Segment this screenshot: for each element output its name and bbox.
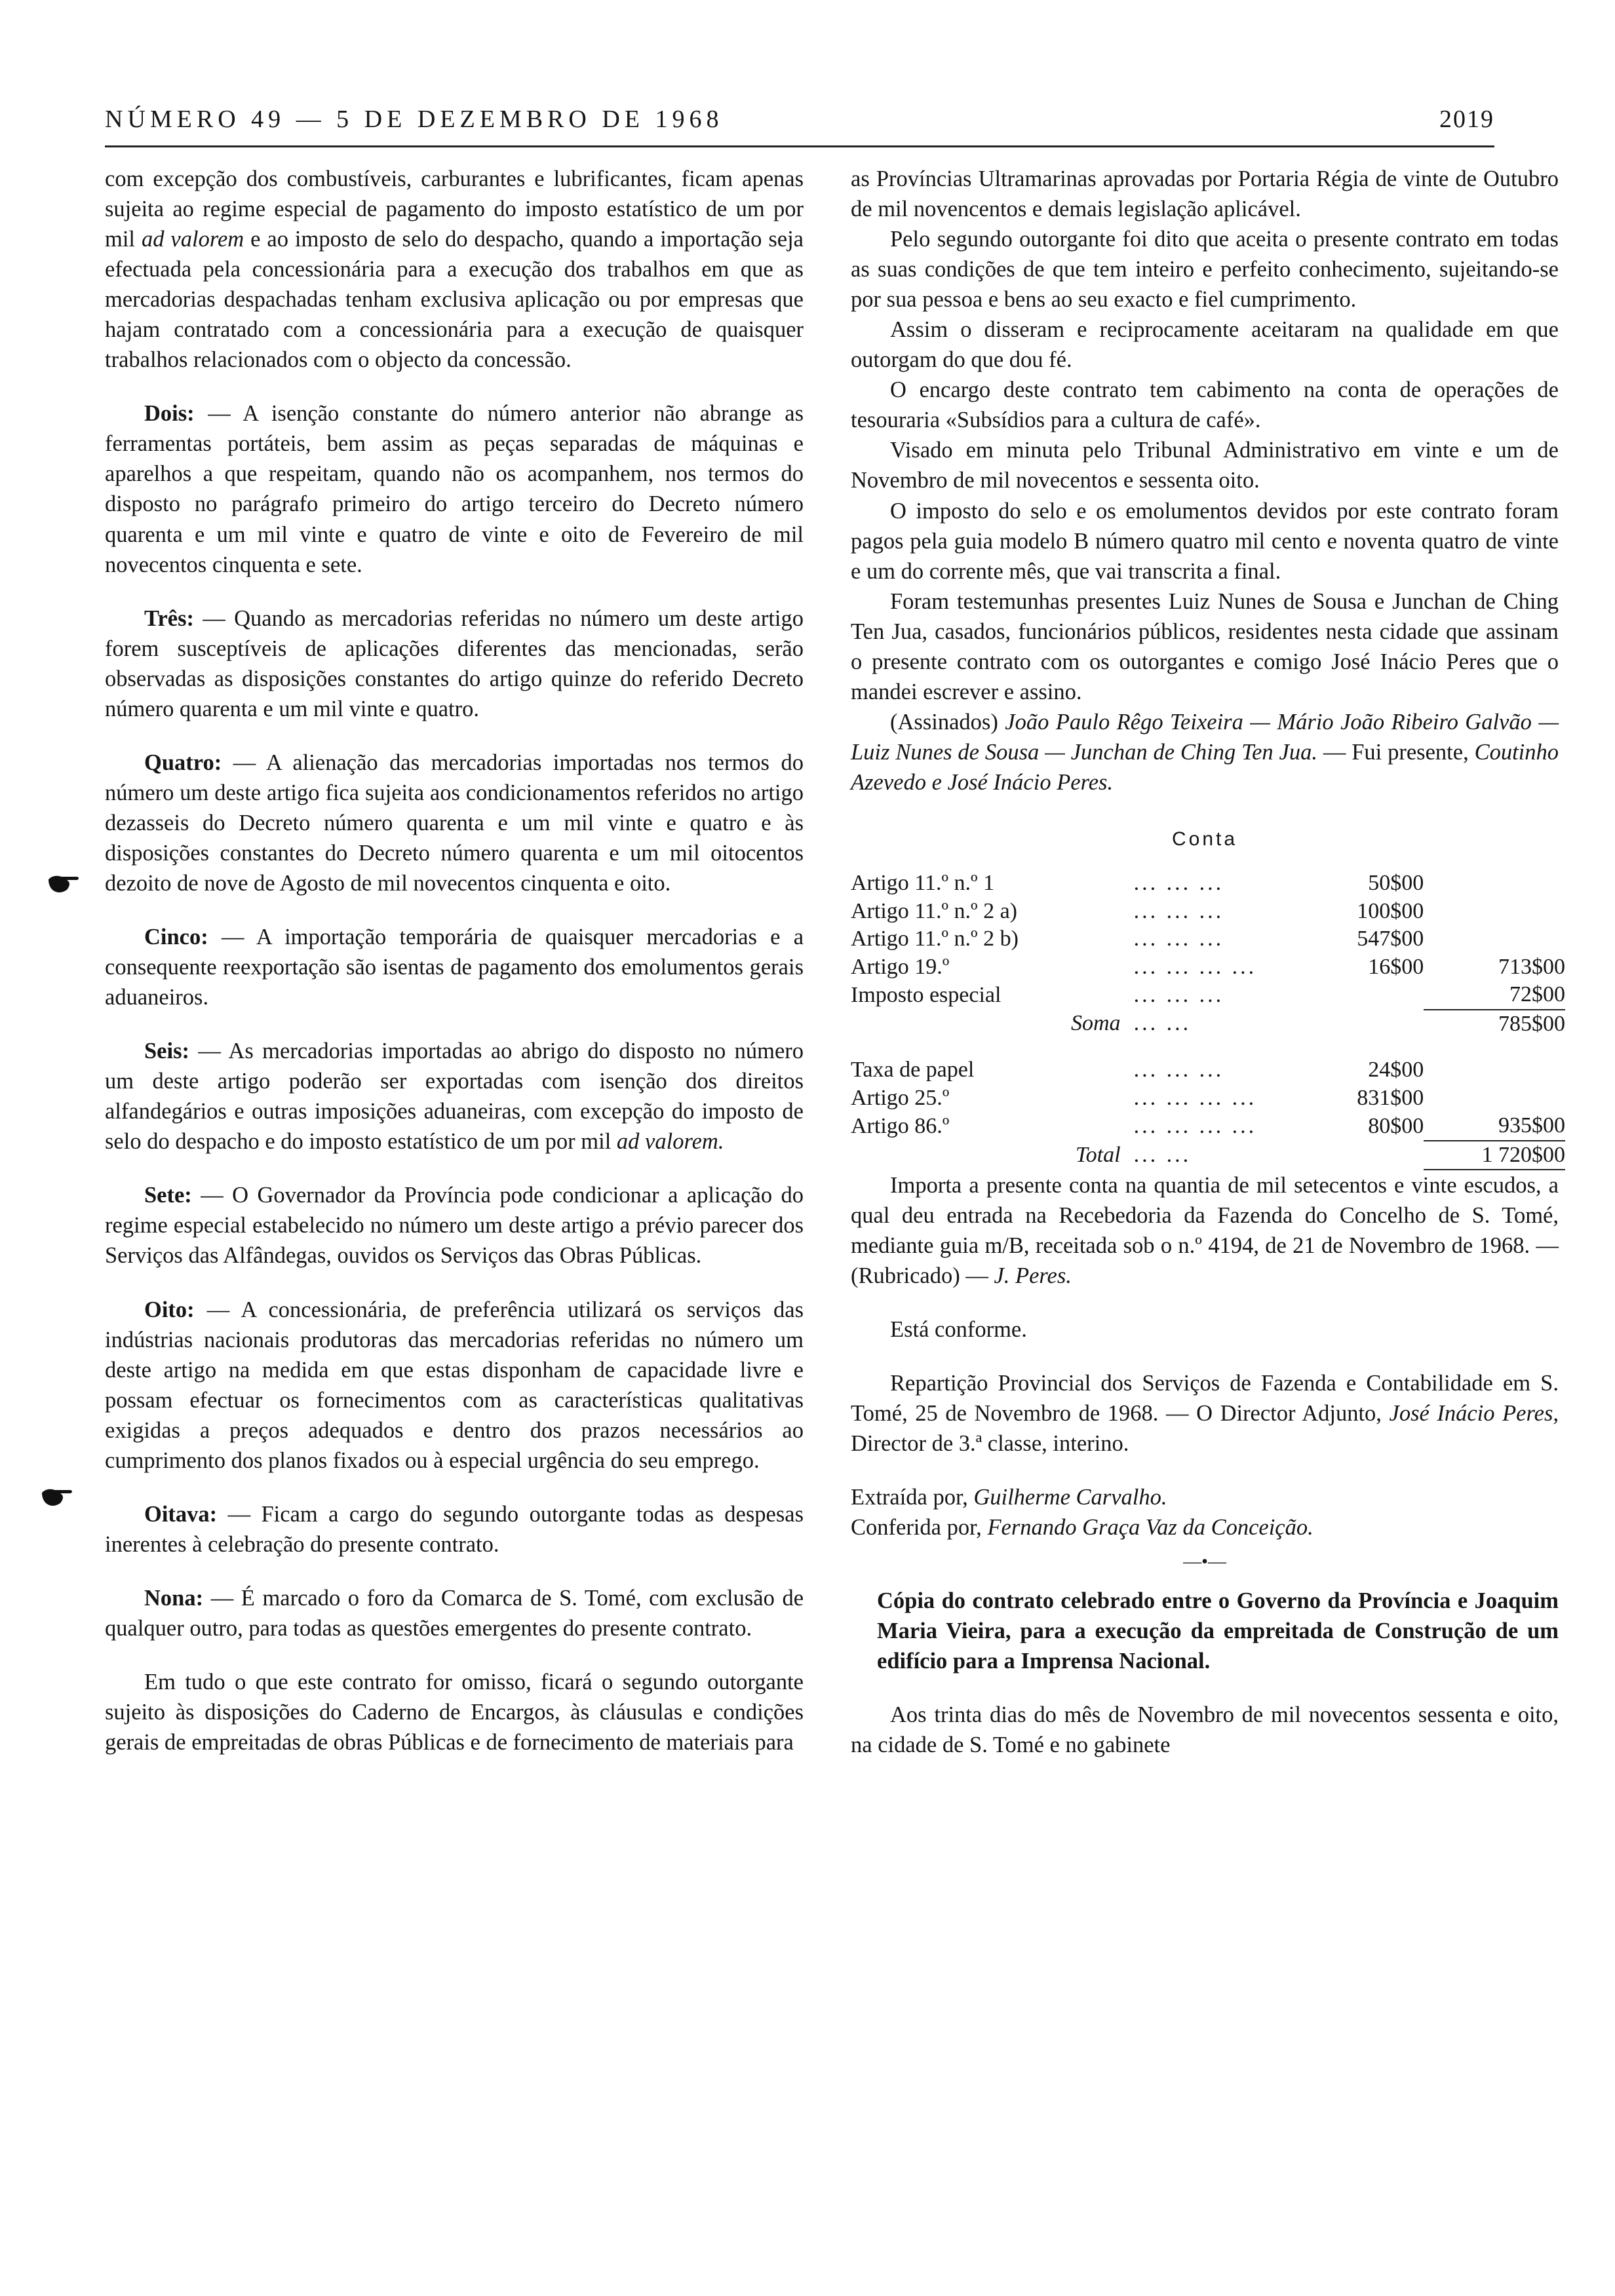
clause-oitava: Oitava: — Ficam a cargo do segundo outorgante todas as despesas inerentes à celebração do presente contrato.	[105, 1501, 804, 1557]
table-row: Artigo 11.º n.º 2 b) ... ... ... 547$00	[851, 927, 1424, 951]
table-row: Imposto especial ... ... ... 72$00	[851, 981, 1565, 1010]
paragraph: Aos trinta dias do mês de Novembro de mil novecentos sessenta e oito, na cidade de S. Tomé e no gabinete	[851, 1702, 1559, 1758]
paragraph: com excepção dos combustíveis, carburantes e lubrificantes, ficam apenas sujeita ao regime especial de pagamento do imposto estatístico de um por mil ad valorem e ao imposto de selo do despacho, quando a importação seja efectuada pela concessionária para a execução dos trabalhos em que as mercadorias despachadas tenham exclusiva aplicação ou por empresas que hajam contratado com a concessionária para a execução de quaisquer trabalhos relacionados com o objecto da concessão.	[105, 166, 804, 373]
paragraph: Assim o disseram e reciprocamente aceitaram na qualidade em que outorgam do que dou fé.	[851, 317, 1559, 373]
paragraph: Repartição Provincial dos Serviços de Fazenda e Contabilidade em S. Tomé, 25 de Novembro de 1968. — O Director Adjunto, José Inácio Peres, Director de 3.ª classe, interino.	[851, 1371, 1559, 1457]
paragraph: Pelo segundo outorgante foi dito que aceita o presente contrato em todas as suas condições de que tem inteiro e perfeito conhecimento, sujeitando-se por sua pessoa e bens ao seu exacto e fiel cumprimento.	[851, 227, 1559, 313]
table-row: Soma ... ... 785$00	[1071, 1011, 1565, 1036]
paragraph: O encargo deste contrato tem cabimento na conta de operações de tesouraria «Subsídios para a cultura de café».	[851, 377, 1559, 433]
conta-title: Conta	[1171, 828, 1238, 850]
paragraph: Conferida por, Fernando Graça Vaz da Conceição.	[851, 1515, 1313, 1540]
paragraph: Está conforme.	[890, 1317, 1027, 1343]
table-row: Artigo 86.º ... ... ... ... 80$00 935$00	[851, 1112, 1565, 1141]
clause-sete: Sete: — O Governador da Província pode condicionar a aplicação do regime especial estabelecido no número um deste artigo a prévio parecer dos Serviços das Alfândegas, ouvidos os Serviços das Obras Públicas.	[105, 1183, 804, 1269]
paragraph: O imposto do selo e os emolumentos devidos por este contrato foram pagos pela guia modelo B número quatro mil cento e noventa quatro de vinte e um do corrente mês, que vai transcrita a final.	[851, 498, 1559, 584]
clause-nona: Nona: — É marcado o foro da Comarca de S. Tomé, com exclusão de qualquer outro, para todas as questões emergentes do presente contrato.	[105, 1585, 804, 1641]
paragraph: as Províncias Ultramarinas aprovadas por Portaria Régia de vinte de Outubro de mil novencentos e demais legislação aplicável.	[851, 166, 1559, 222]
clause-quatro: Quatro: — A alienação das mercadorias importadas nos termos do número um deste artigo fica sujeita aos condicionamentos referidos no artigo dezasseis do Decreto número quarenta e um mil vinte e quatro e às disposições constantes do Decreto número quarenta e um mil oitocentos dezoito de nove de Agosto de mil novecentos cinquenta e oito.	[105, 750, 804, 896]
table-row: Artigo 11.º n.º 1 ... ... ... 50$00	[851, 871, 1424, 896]
clause-tres: Três: — Quando as mercadorias referidas no número um deste artigo forem susceptíveis de aplicações diferentes das mencionadas, serão observadas as disposições constantes do artigo quinze do referido Decreto número quarenta e um mil vinte e quatro.	[105, 605, 804, 721]
hand-pointer-icon	[47, 870, 81, 896]
clause-seis: Seis: — As mercadorias importadas ao abrigo do disposto no número um deste artigo poderão ser exportadas com isenção dos direitos alfandegários e outras imposições aduaneiras, com excepção do imposto de selo do despacho e do imposto estatístico de um por mil ad valorem.	[105, 1039, 804, 1155]
clause-cinco: Cinco: — A importação temporária de quaisquer mercadorias e a consequente reexportação são isentas de pagamento dos emolumentos gerais aduaneiros.	[105, 925, 804, 1010]
right-column	[851, 164, 1565, 1784]
page-number: 2019	[1439, 105, 1494, 133]
conta-table	[851, 870, 1565, 1170]
hand-pointer-icon	[41, 1483, 75, 1510]
paragraph: Foram testemunhas presentes Luiz Nunes de Sousa e Junchan de Ching Ten Jua, casados, funcionários públicos, residentes nesta cidade que assinam o presente contrato com os outorgantes e comigo José Inácio Peres que o mandei escrever e assino.	[851, 588, 1559, 704]
table-row: Artigo 19.º ... ... ... ... 16$00 713$00	[851, 954, 1565, 979]
signatures: (Assinados) João Paulo Rêgo Teixeira — Mário João Ribeiro Galvão — Luiz Nunes de Sousa — Junchan de Ching Ten Jua. — Fui presente, Coutinho Azevedo e José Inácio Peres.	[851, 709, 1559, 795]
table-row: Artigo 11.º n.º 2 a) ... ... ... 100$00	[851, 898, 1424, 923]
header-rule	[105, 145, 1494, 147]
paragraph: Extraída por, Guilherme Carvalho.	[851, 1485, 1167, 1510]
section-separator: —•—	[1183, 1551, 1226, 1572]
clause-dois: Dois: — A isenção constante do número anterior não abrange as ferramentas portáteis, bem assim as peças separadas de máquinas e aparelhos a que respeitam, quando não os acompanhem, nos termos do disposto no parágrafo primeiro do artigo terceiro do Decreto número quarenta e um mil vinte e quatro de vinte e oito de Fevereiro de mil novecentos cinquenta e sete.	[105, 401, 804, 577]
page-header	[105, 105, 1494, 144]
table-row: Artigo 25.º ... ... ... ... 831$00	[851, 1085, 1424, 1110]
header-issue: NÚMERO 49 — 5 DE DEZEMBRO DE 1968	[105, 105, 724, 133]
paragraph: Visado em minuta pelo Tribunal Administrativo em vinte e um de Novembro de mil novecentos e sessenta oito.	[851, 438, 1559, 493]
table-row: Taxa de papel ... ... ... 24$00	[851, 1058, 1424, 1082]
section-title: Cópia do contrato celebrado entre o Governo da Província e Joaquim Maria Vieira, para a execução da empreitada de Construção de um edifício para a Imprensa Nacional.	[877, 1588, 1559, 1674]
clause-oito: Oito: — A concessionária, de preferência utilizará os serviços das indústrias nacionais produtoras das mercadorias referidas no número um deste artigo na medida em que estas disponham de capacidade livre e possam efectuar os fornecimentos com as características qualitativas exigidas a preços adequados e dentro dos prazos necessários ao cumprimento dos planos fixados ou à especial urgência do seu emprego.	[105, 1297, 804, 1473]
paragraph: Importa a presente conta na quantia de mil setecentos e vinte escudos, a qual deu entrada na Recebedoria da Fazenda do Concelho de S. Tomé, mediante guia m/B, receitada sob o n.º 4194, de 21 de Novembro de 1968. — (Rubricado) — J. Peres.	[851, 1173, 1559, 1289]
closing-paragraph: Em tudo o que este contrato for omisso, ficará o segundo outorgante sujeito às disposições do Caderno de Encargos, às cláusulas e condições gerais de empreitadas de obras Públicas e de fornecimento de materiais para	[105, 1669, 804, 1755]
left-column	[105, 164, 804, 1781]
table-row: Total ... ... 1 720$00	[851, 1141, 1565, 1170]
